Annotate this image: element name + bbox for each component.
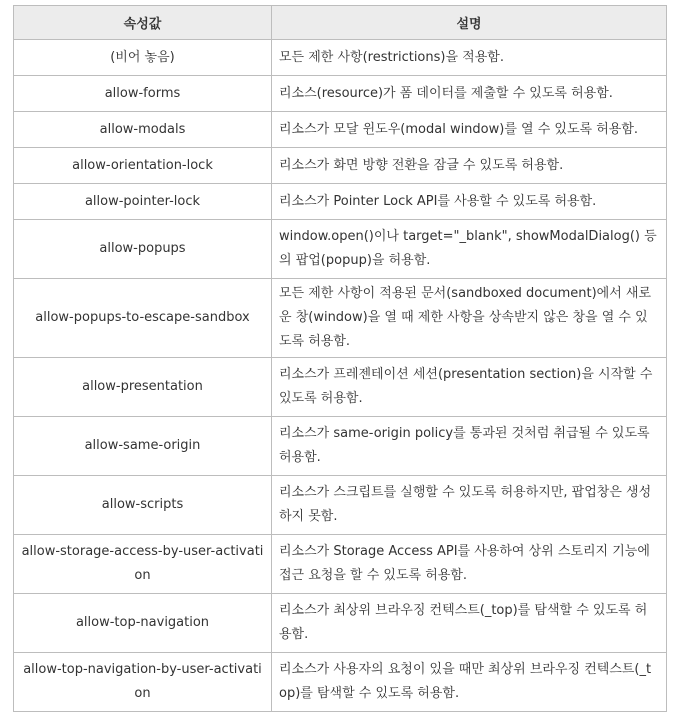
table-row xyxy=(14,279,667,358)
description-cell: 리소스가 화면 방향 전환을 잠글 수 있도록 허용함. xyxy=(272,148,667,184)
description-cell: 리소스가 사용자의 요청이 있을 때만 최상위 브라우징 컨텍스트(_top)를 탐색할 수 있도록 허용함. xyxy=(272,653,667,712)
attribute-value-cell: allow-modals xyxy=(14,112,272,148)
description-cell: 모든 제한 사항이 적용된 문서(sandboxed document)에서 새로운 창(window)을 열 때 제한 사항을 상속받지 않은 창을 열 수 있도록 허용함. xyxy=(272,279,667,358)
attribute-value-cell: allow-scripts xyxy=(14,476,272,535)
attribute-value-cell: allow-popups xyxy=(14,220,272,279)
table-row xyxy=(14,76,667,112)
description-cell: 리소스가 same-origin policy를 통과된 것처럼 취급될 수 있도록 허용함. xyxy=(272,417,667,476)
description-cell: 리소스가 Pointer Lock API를 사용할 수 있도록 허용함. xyxy=(272,184,667,220)
table-row xyxy=(14,476,667,535)
header-attribute-value: 속성값 xyxy=(14,6,272,40)
table-row xyxy=(14,148,667,184)
description-cell: 리소스(resource)가 폼 데이터를 제출할 수 있도록 허용함. xyxy=(272,76,667,112)
table-row xyxy=(14,417,667,476)
attribute-value-cell: allow-storage-access-by-user-activation xyxy=(14,535,272,594)
table-row xyxy=(14,184,667,220)
table-row xyxy=(14,220,667,279)
table-row xyxy=(14,653,667,712)
sandbox-attributes-table xyxy=(13,5,667,712)
table-row xyxy=(14,594,667,653)
attribute-value-cell: allow-orientation-lock xyxy=(14,148,272,184)
description-cell: 리소스가 Storage Access API를 사용하여 상위 스토리지 기능에 접근 요청을 할 수 있도록 허용함. xyxy=(272,535,667,594)
sandbox-attributes-table-container xyxy=(13,5,666,712)
attribute-value-cell: allow-same-origin xyxy=(14,417,272,476)
description-cell: window.open()이나 target="_blank", showModalDialog() 등의 팝업(popup)을 허용함. xyxy=(272,220,667,279)
table-row xyxy=(14,112,667,148)
table-header-row xyxy=(14,6,667,40)
attribute-value-cell: allow-popups-to-escape-sandbox xyxy=(14,279,272,358)
attribute-value-cell: allow-forms xyxy=(14,76,272,112)
table-row xyxy=(14,535,667,594)
attribute-value-cell: allow-top-navigation xyxy=(14,594,272,653)
attribute-value-cell: (비어 놓음) xyxy=(14,40,272,76)
table-row xyxy=(14,358,667,417)
table-row xyxy=(14,40,667,76)
header-description: 설명 xyxy=(272,6,667,40)
description-cell: 리소스가 프레젠테이션 세션(presentation section)을 시작할 수 있도록 허용함. xyxy=(272,358,667,417)
description-cell: 리소스가 최상위 브라우징 컨텍스트(_top)를 탐색할 수 있도록 허용함. xyxy=(272,594,667,653)
description-cell: 리소스가 모달 윈도우(modal window)를 열 수 있도록 허용함. xyxy=(272,112,667,148)
attribute-value-cell: allow-top-navigation-by-user-activation xyxy=(14,653,272,712)
description-cell: 리소스가 스크립트를 실행할 수 있도록 허용하지만, 팝업창은 생성하지 못함. xyxy=(272,476,667,535)
attribute-value-cell: allow-pointer-lock xyxy=(14,184,272,220)
attribute-value-cell: allow-presentation xyxy=(14,358,272,417)
description-cell: 모든 제한 사항(restrictions)을 적용함. xyxy=(272,40,667,76)
